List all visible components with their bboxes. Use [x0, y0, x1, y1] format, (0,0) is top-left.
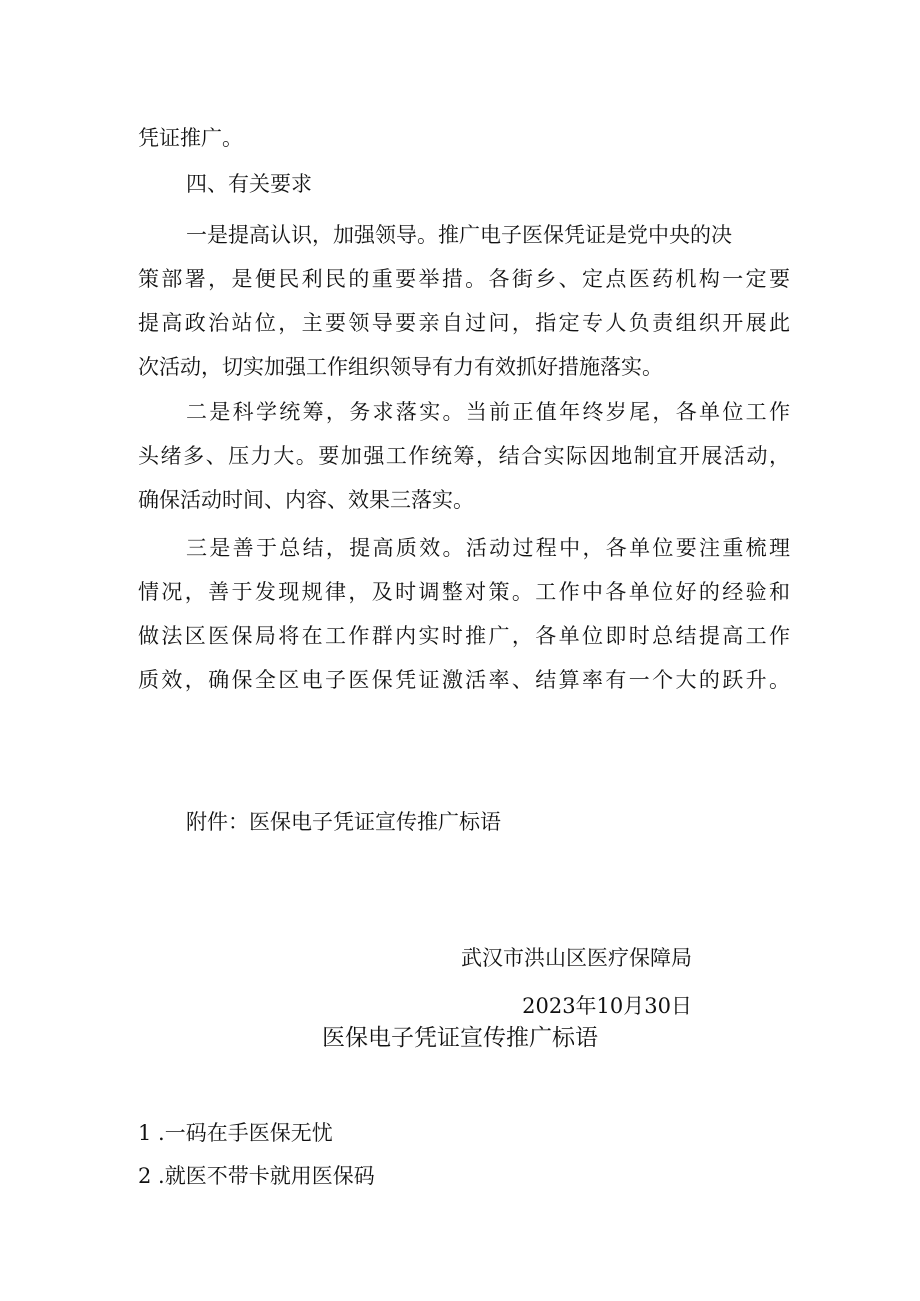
paragraph-line: 三是善于总结，提高质效。活动过程中，各单位要注重梳理: [186, 536, 790, 560]
paragraph-tail: 凭证推广。: [138, 126, 243, 150]
paragraph-line: 情况，善于发现规律，及时调整对策。工作中各单位好的经验和: [138, 580, 790, 604]
paragraph-line: 做法区医保局将在工作群内实时推广，各单位即时总结提高工作: [138, 624, 790, 648]
attachment-note: 附件：医保电子凭证宣传推广标语: [186, 810, 501, 834]
paragraph-line: 策部署，是便民利民的重要举措。各街乡、定点医药机构一定要: [138, 267, 790, 291]
section-heading: 四、有关要求: [186, 172, 312, 196]
paragraph-line just: 一是提高认识，加强领导。推广电子医保凭证是党中央的决: [186, 223, 732, 247]
paragraph-line: 次活动，切实加强工作组织领导有力有效抓好措施落实。: [138, 355, 663, 379]
paragraph-line: 二是科学统筹，务求落实。当前正值年终岁尾，各单位工作: [186, 400, 790, 424]
issue-date: 2023年10月30日: [522, 994, 692, 1018]
paragraph-line: 提高政治站位，主要领导要亲自过问，指定专人负责组织开展此: [138, 311, 790, 335]
slogan-item: 1 .一码在手医保无忧: [138, 1121, 333, 1145]
paragraph-line: 确保活动时间、内容、效果三落实。: [138, 488, 474, 512]
slogan-title: 医保电子凭证宣传推广标语: [322, 1025, 598, 1051]
paragraph-line: 质效，确保全区电子医保凭证激活率、结算率有一个大的跃升。: [138, 668, 790, 692]
issuer-name: 武汉市洪山区医疗保障局: [461, 946, 692, 970]
slogan-item: 2 .就医不带卡就用医保码: [138, 1164, 375, 1188]
paragraph-line: 头绪多、压力大。要加强工作统筹，结合实际因地制宜开展活动，: [138, 444, 790, 468]
